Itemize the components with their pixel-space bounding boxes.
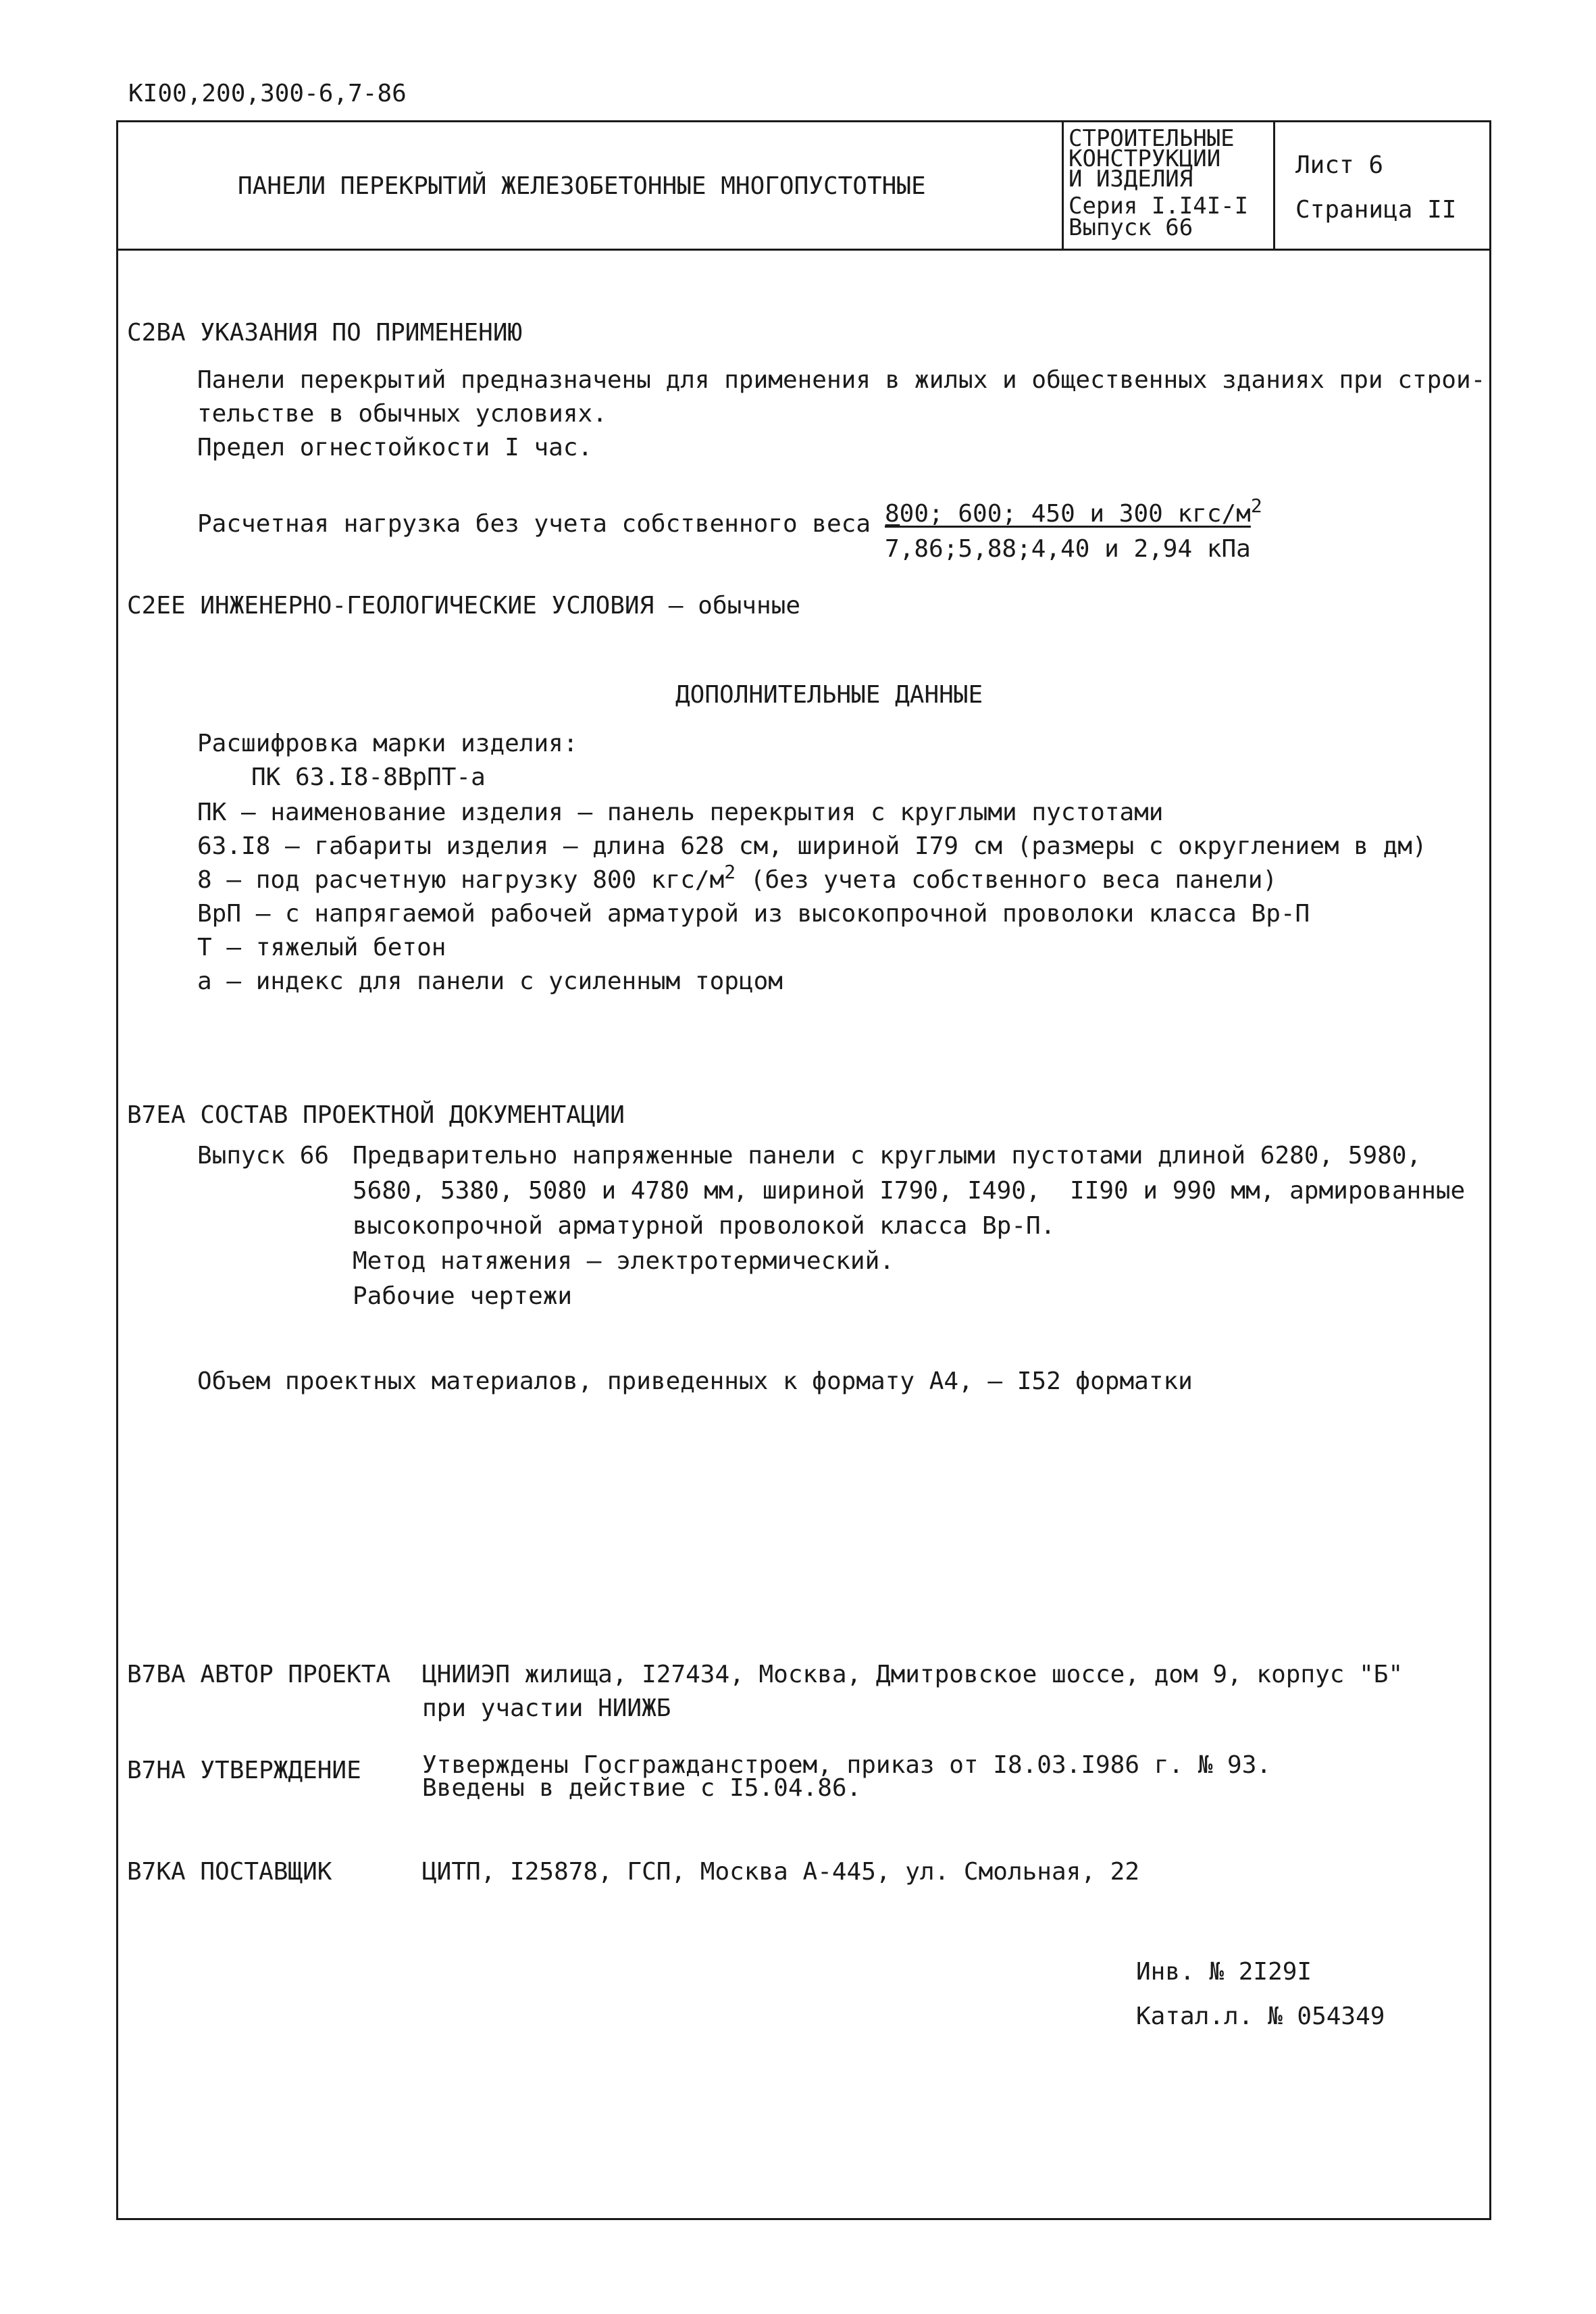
- supplier-label: В7КА ПОСТАВЩИК: [127, 1858, 332, 1886]
- usage-text-line-2: тельстве в обычных условиях.: [197, 400, 607, 428]
- geology-line: С2ЕЕ ИНЖЕНЕРНО-ГЕОЛОГИЧЕСКИЕ УСЛОВИЯ – обычные: [127, 592, 800, 620]
- volume-line: Объем проектных материалов, приведенных к формату А4, – I52 форматки: [197, 1367, 1193, 1395]
- mark-line-2: 63.I8 – габариты изделия – длина 628 см, шириной I79 см (размеры с округлением в дм): [197, 832, 1427, 860]
- composition-line-3: высокопрочной арматурной проволокой класса Вр-П.: [353, 1212, 1056, 1240]
- page-number: Страница II: [1295, 196, 1457, 224]
- mark-line-5: Т – тяжелый бетон: [197, 934, 446, 961]
- header-divider-2: [1273, 120, 1275, 250]
- approval-line-2: Введены в действие с I5.04.86.: [422, 1774, 862, 1802]
- category-line-1: СТРОИТЕЛЬНЫЕ: [1069, 125, 1235, 152]
- mark-decode-label: Расшифровка марки изделия:: [197, 730, 578, 757]
- usage-text-line-1: Панели перекрытий предназначены для применения в жилых и общественных зданиях при строи-: [197, 366, 1486, 394]
- catalog-number: Катал.л. № 054349: [1136, 2003, 1385, 2030]
- mark-line-3: [197, 861, 1278, 896]
- mark-line-1: ПК – наименование изделия – панель перекрытия с круглыми пустотами: [197, 799, 1164, 826]
- series-number: Серия I.I4I-I: [1069, 193, 1249, 220]
- design-load-label: Расчетная нагрузка без учета собственного веса –: [197, 510, 900, 538]
- category-line-2: КОНСТРУКЦИИ: [1069, 145, 1221, 172]
- author-line-1: ЦНИИЭП жилища, I27434, Москва, Дмитровское шоссе, дом 9, корпус "Б": [422, 1661, 1404, 1688]
- mark-line-3-exponent: 2: [724, 861, 736, 883]
- composition-line-1: Предварительно напряженные панели с круглыми пустотами длиной 6280, 5980,: [353, 1142, 1422, 1169]
- supplier-value: ЦИТП, I25878, ГСП, Москва А-445, ул. Смольная, 22: [422, 1858, 1140, 1886]
- page-title: ПАНЕЛИ ПЕРЕКРЫТИЙ ЖЕЛЕЗОБЕТОННЫЕ МНОГОПУСТОТНЫЕ: [238, 172, 926, 200]
- design-load-kgs: [885, 495, 1262, 530]
- fire-resistance: Предел огнестойкости I час.: [197, 434, 593, 461]
- mark-line-3-b: (без учета собственного веса панели): [736, 866, 1278, 894]
- design-load-kgs-exponent: 2: [1250, 495, 1262, 517]
- design-load-kpa: 7,86;5,88;4,40 и 2,94 кПа: [885, 535, 1251, 563]
- usage-heading: С2ВА УКАЗАНИЯ ПО ПРИМЕНЕНИЮ: [127, 319, 523, 347]
- composition-issue-label: Выпуск 66: [197, 1142, 330, 1169]
- mark-line-4: ВрП – с напрягаемой рабочей арматурой из высокопрочной проволоки класса Вр-П: [197, 900, 1310, 928]
- composition-line-5: Рабочие чертежи: [353, 1282, 573, 1310]
- issue-number: Выпуск 66: [1069, 214, 1193, 241]
- category-line-3: И ИЗДЕЛИЯ: [1069, 166, 1193, 193]
- approval-label: В7НА УТВЕРЖДЕНИЕ: [127, 1757, 361, 1784]
- inventory-number: Инв. № 2I29I: [1136, 1958, 1312, 1986]
- header-bottom-rule: [116, 249, 1491, 251]
- author-label: В7ВА АВТОР ПРОЕКТА: [127, 1661, 391, 1688]
- mark-line-3-a: 8 – под расчетную нагрузку 800 кгс/м: [197, 866, 725, 894]
- document-code: КI00,200,300-6,7-86: [128, 80, 407, 107]
- header-divider-1: [1062, 120, 1064, 250]
- mark-line-6: а – индекс для панели с усиленным торцом: [197, 967, 783, 995]
- design-load-kgs-value: 800; 600; 450 и 300 кгс/м: [885, 500, 1251, 528]
- composition-line-2: 5680, 5380, 5080 и 4780 мм, шириной I790, I490, II90 и 990 мм, армированные: [353, 1177, 1466, 1205]
- composition-heading: В7ЕА СОСТАВ ПРОЕКТНОЙ ДОКУМЕНТАЦИИ: [127, 1101, 625, 1129]
- author-line-2: при участии НИИЖБ: [422, 1694, 671, 1722]
- sheet-number: Лист 6: [1295, 151, 1384, 179]
- approval-line-1: Утверждены Госгражданстроем, приказ от I8.03.I986 г. № 93.: [422, 1751, 1272, 1779]
- product-mark: ПК 63.I8-8ВрПТ-а: [251, 763, 486, 791]
- composition-line-4: Метод натяжения – электротермический.: [353, 1247, 894, 1275]
- additional-heading: ДОПОЛНИТЕЛЬНЫЕ ДАННЫЕ: [675, 681, 983, 709]
